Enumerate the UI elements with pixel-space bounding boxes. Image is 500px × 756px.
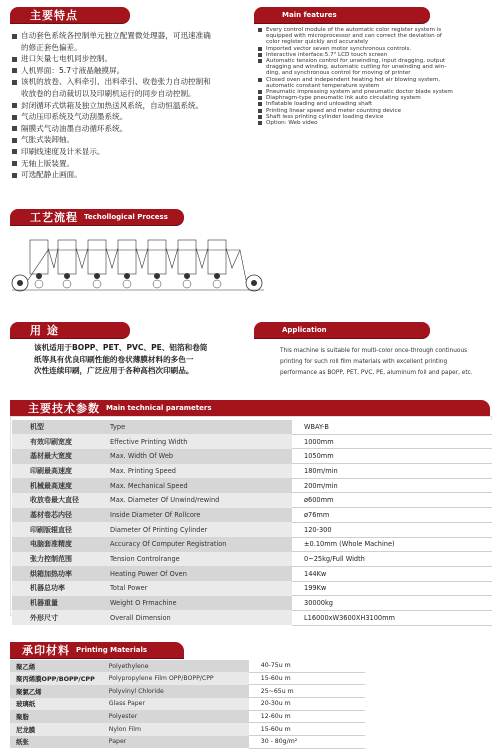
feature-cn-text: 自动套色系统各控制单元独立配置微处理器，可迅速准确 bbox=[21, 31, 211, 40]
bullet-square-icon bbox=[258, 90, 262, 94]
bullet-square-icon bbox=[12, 57, 17, 62]
table-cell-cn: 外形尺寸 bbox=[12, 610, 102, 625]
feature-en-text: Closed oven and independent heating hot air blowing system, bbox=[266, 76, 441, 83]
table-row bbox=[12, 596, 492, 611]
feature-cn-item bbox=[12, 88, 248, 100]
table-cell-en: Accuracy Of Computer Registration bbox=[102, 537, 292, 552]
feature-en-text: Shaft less printing cylinder loading device bbox=[266, 113, 384, 120]
usage-en-text bbox=[280, 346, 486, 379]
table-cell-cn: 机型 bbox=[12, 420, 102, 434]
feature-cn-text: 印刷线速度及计米显示。 bbox=[21, 146, 105, 156]
table-cell-en: Heating Power Of Oven bbox=[102, 566, 292, 581]
table-cell-en: Max. Printing Speed bbox=[102, 464, 292, 479]
feature-en-text: equipped with microprocessor and can correct the deviation of bbox=[266, 33, 442, 40]
table-cell-val: 15-60u m bbox=[249, 723, 365, 736]
feature-cn-text: 的修正套色偏差。 bbox=[21, 42, 82, 52]
table-cell-en: Tension Controlrange bbox=[102, 552, 292, 567]
table-cell-cn: 聚乙烯 bbox=[10, 660, 95, 672]
table-cell-cn: 基材最大宽度 bbox=[12, 449, 102, 464]
bullet-square-icon bbox=[12, 115, 17, 120]
table-cell-val: 199Kw bbox=[292, 581, 492, 596]
table-cell-en: Total Power bbox=[102, 581, 292, 596]
feature-en-text: Diaphragm-type pneumatic ink auto circulating system bbox=[266, 95, 421, 102]
feature-cn-item bbox=[12, 42, 248, 54]
table-cell-val: 15-60u m bbox=[249, 672, 365, 685]
table-cell-val: 30 - 80g/m² bbox=[249, 736, 365, 749]
table-cell-en: Diameter Of Printing Cylinder bbox=[102, 522, 292, 537]
feature-cn-item bbox=[12, 134, 248, 146]
bullet-square-icon bbox=[258, 78, 262, 82]
table-row bbox=[10, 672, 365, 685]
table-cell-en: Effective Printing Width bbox=[102, 434, 292, 449]
bullet-square-icon bbox=[12, 138, 17, 143]
table-cell-en: Polyester bbox=[95, 710, 249, 723]
table-cell-val: WBAY-B bbox=[292, 420, 492, 434]
table-cell-val: 180m/min bbox=[292, 464, 492, 479]
feature-cn-item bbox=[12, 158, 248, 170]
features-cn-header bbox=[10, 7, 130, 23]
table-row bbox=[10, 710, 365, 723]
table-row bbox=[12, 581, 492, 596]
rewind-roll-icon bbox=[246, 275, 262, 291]
table-row bbox=[12, 552, 492, 567]
table-cell-cn: 机器重量 bbox=[12, 596, 102, 611]
feature-cn-text: 人机界面：5.7寸液晶触摸屏。 bbox=[21, 65, 125, 75]
feature-cn-text: 收放卷的自动裁切以及印刷机运行的同步自动控制。 bbox=[21, 88, 196, 98]
table-cell-val: ø76mm bbox=[292, 508, 492, 523]
feature-en-text: Printing linear speed and meter counting device bbox=[266, 107, 402, 114]
feature-en-text: Inflatable loading and unloading shaft bbox=[266, 101, 373, 108]
process-diagram bbox=[8, 228, 268, 298]
feature-cn-item bbox=[12, 65, 248, 77]
feature-cn-text: 进口矢量七电机同步控制。 bbox=[21, 54, 113, 64]
table-row bbox=[12, 566, 492, 581]
process-cn-title: 工艺流程 bbox=[30, 211, 78, 224]
table-cell-cn: 有效印刷宽度 bbox=[12, 434, 102, 449]
usage-en-line: This machine is suitable for multi-color once-through continuous bbox=[280, 348, 468, 354]
features-en-header bbox=[254, 7, 430, 23]
table-row bbox=[12, 493, 492, 508]
table-row bbox=[12, 610, 492, 625]
table-row bbox=[10, 736, 365, 749]
table-cell-en: Polypropylene Film OPP/BOPP/CPP bbox=[95, 672, 249, 685]
table-cell-cn: 聚丙烯膜OPP/BOPP/CPP bbox=[10, 672, 95, 685]
bullet-square-icon bbox=[258, 28, 262, 32]
feature-en-item bbox=[258, 120, 494, 126]
feature-cn-item bbox=[12, 123, 248, 135]
table-cell-en: Max. Width Of Web bbox=[102, 449, 292, 464]
feature-cn-text: 该机的放卷、入料牵引、出料牵引、收卷张力自动控制和 bbox=[21, 77, 211, 87]
table-cell-val: 144Kw bbox=[292, 566, 492, 581]
bullet-square-icon bbox=[12, 126, 17, 131]
usage-cn-title: 用 途 bbox=[30, 324, 59, 337]
table-cell-en: Max. Diameter Of Unwind/rewind bbox=[102, 493, 292, 508]
bullet-square-icon bbox=[258, 47, 262, 51]
specs-cn-title: 主要技术参数 bbox=[28, 402, 100, 415]
table-cell-en: Polyethylene bbox=[95, 660, 249, 672]
table-cell-val: 0~25kg/Full Width bbox=[292, 552, 492, 567]
table-cell-val: 200m/min bbox=[292, 478, 492, 493]
table-row bbox=[12, 537, 492, 552]
features-en-title: Main features bbox=[282, 11, 337, 19]
bullet-square-icon bbox=[258, 59, 262, 63]
bullet-square-icon bbox=[258, 121, 262, 125]
usage-en-title: Application bbox=[282, 326, 327, 334]
table-row bbox=[12, 449, 492, 464]
table-cell-en: Inside Diameter Of Rollcore bbox=[102, 508, 292, 523]
table-cell-cn: 尼龙膜 bbox=[10, 723, 95, 736]
table-row bbox=[12, 464, 492, 479]
feature-cn-item bbox=[12, 169, 248, 181]
bullet-square-icon bbox=[258, 53, 262, 57]
feature-cn-text: 隔膜式气动油墨自动循环系统。 bbox=[21, 123, 128, 133]
table-cell-en: Polyvinyl Chloride bbox=[95, 685, 249, 698]
bullet-square-icon bbox=[12, 149, 17, 154]
table-cell-cn: 印刷最高速度 bbox=[12, 464, 102, 479]
feature-en-text: Pneumatic impressing system and pneumatic doctor blade system bbox=[266, 89, 453, 96]
usage-cn-line: 纸等具有优良印刷性能的卷状薄膜材料的多色一 bbox=[34, 354, 194, 364]
table-row bbox=[12, 434, 492, 449]
specs-header bbox=[10, 400, 490, 416]
table-cell-val: 1000mm bbox=[292, 434, 492, 449]
usage-cn-line: 次性连续印刷，广泛应用于各种高档次印刷品。 bbox=[34, 366, 194, 376]
bullet-square-icon bbox=[12, 68, 17, 73]
feature-cn-item bbox=[12, 100, 248, 112]
bullet-square-icon bbox=[258, 96, 262, 100]
table-row bbox=[12, 420, 492, 434]
table-cell-en: Type bbox=[102, 420, 292, 434]
table-cell-val: 25~65u m bbox=[249, 685, 365, 698]
table-cell-val: 20-30u m bbox=[249, 698, 365, 711]
table-row bbox=[12, 478, 492, 493]
bullet-square-icon bbox=[12, 103, 17, 108]
feature-en-text: Interactive interface:5.7" LCD touch screen bbox=[266, 51, 388, 58]
usage-en-line: printing for such roll film materials with excellent printing bbox=[280, 359, 448, 365]
table-cell-cn: 收放卷最大直径 bbox=[12, 493, 102, 508]
feature-cn-text: 无轴上版装置。 bbox=[21, 158, 75, 168]
feature-cn-item bbox=[12, 30, 248, 42]
table-cell-val: 12-60u m bbox=[249, 710, 365, 723]
bullet-square-icon bbox=[258, 102, 262, 106]
feature-en-text: Automatic tension control for unwinding, input dragging, output bbox=[266, 58, 446, 65]
table-cell-val: 40-75u m bbox=[249, 660, 365, 672]
table-cell-cn: 烘箱加热功率 bbox=[12, 566, 102, 581]
feature-cn-text: 封闭循环式烘箱及独立加热送风系统，自动恒温系统。 bbox=[21, 100, 204, 110]
feature-cn-text: 气动压印系统及气动刮墨系统。 bbox=[21, 112, 128, 122]
features-cn-list bbox=[12, 30, 248, 181]
feature-en-text: dragging and winding, automatic cutting for unwinding and win- bbox=[266, 64, 447, 71]
table-cell-en: Glass Paper bbox=[95, 698, 249, 711]
feature-en-text: Every control module of the automatic color register system is bbox=[266, 27, 442, 33]
table-cell-cn: 纸张 bbox=[10, 736, 95, 749]
table-cell-cn: 机器总功率 bbox=[12, 581, 102, 596]
feature-cn-item bbox=[12, 76, 248, 88]
materials-cn-title: 承印材料 bbox=[22, 644, 70, 657]
process-en-title: Techollogical Process bbox=[84, 213, 168, 221]
table-cell-en: Max. Mechanical Speed bbox=[102, 478, 292, 493]
specs-table bbox=[12, 420, 492, 626]
table-cell-en: Weight O Frmachine bbox=[102, 596, 292, 611]
feature-cn-item bbox=[12, 146, 248, 158]
bullet-square-icon bbox=[12, 173, 17, 178]
usage-en-header bbox=[254, 322, 430, 338]
feature-en-text: Option: Web video bbox=[266, 120, 318, 127]
usage-cn-text bbox=[34, 342, 234, 377]
bullet-square-icon bbox=[12, 80, 17, 85]
table-row bbox=[12, 522, 492, 537]
table-cell-cn: 玻璃纸 bbox=[10, 698, 95, 711]
process-header bbox=[10, 209, 184, 225]
feature-cn-item bbox=[12, 111, 248, 123]
bullet-square-icon bbox=[12, 34, 17, 39]
table-cell-val: ø600mm bbox=[292, 493, 492, 508]
table-cell-en: Overall Dimension bbox=[102, 610, 292, 625]
bullet-square-icon bbox=[258, 109, 262, 113]
table-cell-cn: 机械最高速度 bbox=[12, 478, 102, 493]
materials-table bbox=[10, 660, 365, 749]
table-cell-val: ±0.10mm (Whole Machine) bbox=[292, 537, 492, 552]
usage-cn-line: 该机适用于BOPP、PET、PVC、PE、铝箔和卷筒 bbox=[34, 343, 208, 352]
table-row bbox=[10, 685, 365, 698]
feature-en-text: Imported vector seven motor synchronous controls. bbox=[266, 45, 412, 52]
table-cell-en: Paper bbox=[95, 736, 249, 749]
usage-cn-header bbox=[10, 322, 130, 338]
feature-en-text: automatic constant temperature system bbox=[266, 82, 380, 89]
table-cell-cn: 印刷版辊直径 bbox=[12, 522, 102, 537]
table-cell-cn: 电脑套准精度 bbox=[12, 537, 102, 552]
materials-header bbox=[10, 642, 184, 658]
table-cell-val: 120-300 bbox=[292, 522, 492, 537]
bullet-square-icon bbox=[258, 115, 262, 119]
feature-cn-text: 气胀式装卸轴。 bbox=[21, 135, 75, 145]
specs-en-title: Main technical parameters bbox=[106, 404, 212, 412]
table-cell-cn: 基材卷芯内径 bbox=[12, 508, 102, 523]
table-row bbox=[10, 698, 365, 711]
unwind-roll-icon bbox=[12, 275, 28, 291]
table-cell-cn: 聚脂 bbox=[10, 710, 95, 723]
table-cell-val: L16000xW3600XH3100mm bbox=[292, 610, 492, 625]
feature-cn-item bbox=[12, 53, 248, 65]
features-en-list bbox=[258, 27, 494, 126]
feature-cn-text: 可选配静止画面。 bbox=[21, 170, 82, 180]
materials-en-title: Printing Materials bbox=[76, 646, 148, 654]
table-cell-val: 1050mm bbox=[292, 449, 492, 464]
feature-en-text: ding, and synchronous control for moving of printer bbox=[266, 70, 411, 77]
bullet-square-icon bbox=[12, 161, 17, 166]
table-cell-cn: 聚氯乙烯 bbox=[10, 685, 95, 698]
table-cell-en: Nylon Film bbox=[95, 723, 249, 736]
table-row bbox=[12, 508, 492, 523]
table-row bbox=[10, 723, 365, 736]
features-cn-title: 主要特点 bbox=[30, 9, 78, 22]
table-cell-cn: 张力控制范围 bbox=[12, 552, 102, 567]
table-row bbox=[10, 660, 365, 672]
table-cell-val: 30000kg bbox=[292, 596, 492, 611]
feature-en-text: color register quickly and accurately bbox=[266, 39, 369, 46]
usage-en-line: performance as BOPP, PET, PVC, PE, aluminum foil and paper, etc. bbox=[280, 370, 473, 376]
